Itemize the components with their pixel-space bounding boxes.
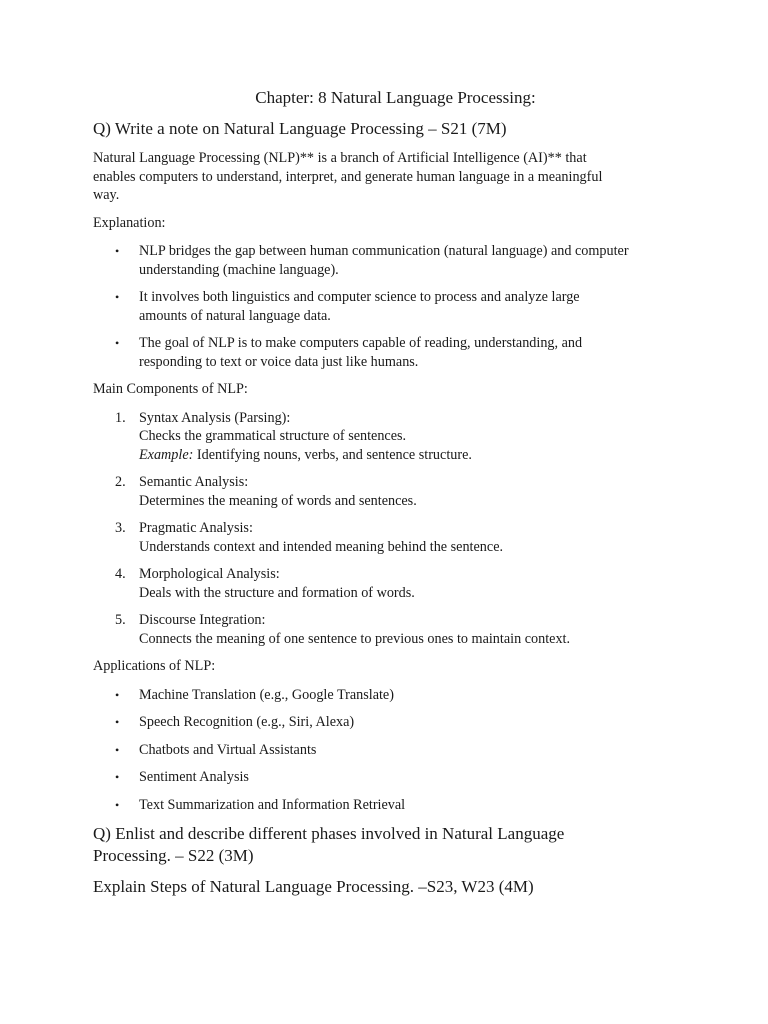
question-line: Q) Enlist and describe different phases involved in Natural Language xyxy=(93,824,565,843)
list-item-text: Speech Recognition (e.g., Siri, Alexa) xyxy=(139,714,355,730)
bullet-marker: • xyxy=(115,742,120,757)
intro-line: enables computers to understand, interpret, and generate human language in a meaningful xyxy=(93,168,603,185)
list-item xyxy=(93,242,688,279)
list-item-text: amounts of natural language data. xyxy=(139,307,331,324)
applications-label: Applications of NLP: xyxy=(93,658,216,674)
list-number: 4. xyxy=(115,566,126,582)
component-title: Syntax Analysis (Parsing): xyxy=(139,409,291,426)
list-number: 3. xyxy=(115,520,126,536)
component-title: Discourse Integration: xyxy=(139,612,266,628)
bullet-marker: • xyxy=(115,687,120,702)
list-number: 1. xyxy=(115,409,126,426)
question-3: Explain Steps of Natural Language Processing. –S23, W23 (4M) xyxy=(93,877,534,896)
list-item-text: The goal of NLP is to make computers capable of reading, understanding, and xyxy=(139,335,583,351)
bullet-marker: • xyxy=(115,797,120,812)
list-item xyxy=(93,611,688,648)
list-item xyxy=(93,686,688,705)
list-number: 5. xyxy=(115,612,126,628)
example-text: Identifying nouns, verbs, and sentence structure. xyxy=(193,446,472,463)
components-label: Main Components of NLP: xyxy=(93,381,248,397)
list-item-text: It involves both linguistics and computer science to process and analyze large xyxy=(139,289,580,305)
list-item-text: Chatbots and Virtual Assistants xyxy=(139,741,317,758)
component-desc: Understands context and intended meaning behind the sentence. xyxy=(139,538,504,555)
components-list xyxy=(93,409,688,649)
bullet-marker: • xyxy=(115,336,120,350)
component-example xyxy=(139,446,688,465)
component-title: Pragmatic Analysis: xyxy=(139,520,253,536)
bullet-marker: • xyxy=(115,244,120,258)
list-item-text: Sentiment Analysis xyxy=(139,769,249,785)
list-item xyxy=(93,565,688,602)
list-item xyxy=(93,519,688,556)
bullet-marker: • xyxy=(115,770,120,784)
list-item xyxy=(93,768,688,787)
bullet-marker: • xyxy=(115,290,120,304)
question-1: Q) Write a note on Natural Language Processing – S21 (7M) xyxy=(93,119,507,138)
bullet-marker: • xyxy=(115,715,120,729)
component-desc: Deals with the structure and formation of words. xyxy=(139,584,415,601)
list-item-text: understanding (machine language). xyxy=(139,261,339,278)
applications-list xyxy=(93,686,688,815)
explanation-list xyxy=(93,242,688,371)
component-desc: Determines the meaning of words and sentences. xyxy=(139,492,417,509)
list-item xyxy=(93,713,688,732)
list-item-text: Text Summarization and Information Retrieval xyxy=(139,796,406,813)
list-item xyxy=(93,409,688,465)
intro-line: Natural Language Processing (NLP)** is a branch of Artificial Intelligence (AI)** that xyxy=(93,150,587,166)
list-item xyxy=(93,288,688,325)
explanation-label: Explanation: xyxy=(93,214,166,231)
list-number: 2. xyxy=(115,474,126,490)
component-desc: Connects the meaning of one sentence to previous ones to maintain context. xyxy=(139,630,571,647)
list-item-text: Machine Translation (e.g., Google Translate) xyxy=(139,686,394,703)
list-item xyxy=(93,473,688,510)
list-item xyxy=(93,741,688,760)
component-desc: Checks the grammatical structure of sentences. xyxy=(139,428,407,444)
component-title: Morphological Analysis: xyxy=(139,566,280,582)
intro-line: way. xyxy=(93,187,120,203)
list-item-text: responding to text or voice data just like humans. xyxy=(139,353,419,370)
question-line: Processing. – S22 (3M) xyxy=(93,846,254,865)
intro-paragraph xyxy=(93,149,688,205)
question-2 xyxy=(93,823,688,867)
list-item xyxy=(93,334,688,371)
example-label: Example: xyxy=(139,446,194,463)
list-item-text: NLP bridges the gap between human communication (natural language) and computer xyxy=(139,243,629,259)
component-title: Semantic Analysis: xyxy=(139,474,249,490)
list-item xyxy=(93,796,688,815)
chapter-title: Chapter: 8 Natural Language Processing: xyxy=(255,88,536,107)
